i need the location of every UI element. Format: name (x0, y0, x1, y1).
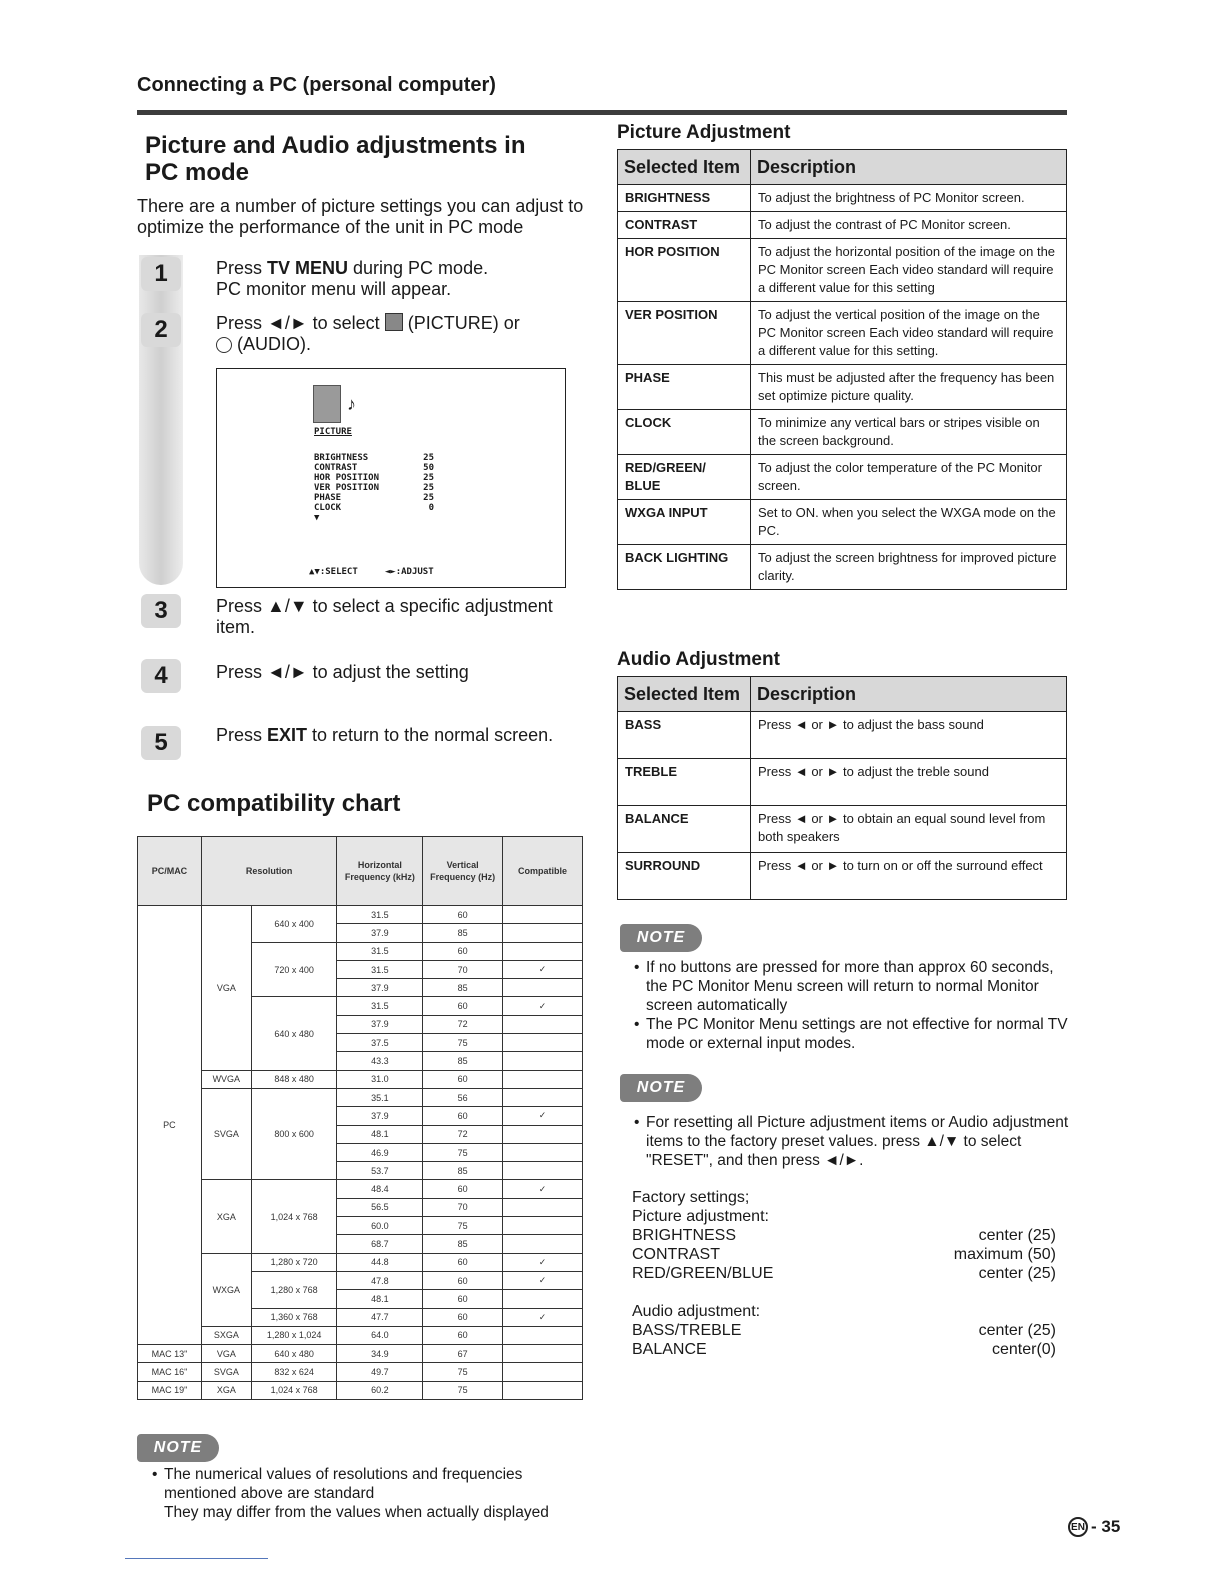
v-frequency: 70 (423, 960, 503, 978)
v-frequency: 85 (423, 979, 503, 997)
resolution-group: SVGA (201, 1088, 251, 1179)
selected-item: PHASE (618, 365, 751, 410)
v-frequency: 60 (423, 1180, 503, 1198)
step-number-3: 3 (141, 594, 181, 628)
selected-item: BRIGHTNESS (618, 185, 751, 212)
h-frequency: 31.5 (337, 960, 423, 978)
step-number-1: 1 (141, 257, 181, 291)
step-1-text: Press TV MENU during PC mode. PC monitor menu will appear. (216, 258, 489, 299)
mac-grp: XGA (201, 1381, 251, 1399)
v-frequency: 72 (423, 1015, 503, 1033)
adjustment-row (618, 185, 1067, 212)
compatible-mark: ✓ (503, 1107, 583, 1125)
adjustment-row (618, 712, 1067, 759)
table-row (138, 1180, 583, 1198)
adjustment-row (618, 853, 1067, 900)
v-frequency: 60 (423, 1326, 503, 1344)
compatible-mark: ✓ (503, 1180, 583, 1198)
mac-res: 832 x 624 (251, 1363, 337, 1381)
mac-mac: MAC 16" (138, 1363, 202, 1381)
page-number: EN - 35 (1068, 1517, 1120, 1537)
step-number-5: 5 (141, 726, 181, 760)
osd-picture-icon (313, 385, 341, 423)
selected-item: HOR POSITION (618, 239, 751, 302)
page-title: Picture and Audio adjustments in PC mode (145, 132, 526, 186)
picture-adjustment-rows (618, 185, 1067, 590)
h-frequency: 48.4 (337, 1180, 423, 1198)
item-description: This must be adjusted after the frequency has been set optimize picture quality. (751, 365, 1067, 410)
v-frequency: 60 (423, 1107, 503, 1125)
resolution: 1,280 x 1,024 (251, 1326, 337, 1344)
v-frequency: 60 (423, 1070, 503, 1088)
selected-item: TREBLE (618, 759, 751, 806)
mac-h: 60.2 (337, 1381, 423, 1399)
col-selected-item: Selected Item (618, 150, 751, 185)
resolution: 1,024 x 768 (251, 1180, 337, 1253)
factory-row: RED/GREEN/BLUE center (25) (632, 1265, 1056, 1282)
resolution: 640 x 480 (251, 997, 337, 1070)
table-row (138, 1363, 583, 1381)
mac-grp: SVGA (201, 1363, 251, 1381)
compatible-mark (503, 906, 583, 924)
picture-adjustment-title: Picture Adjustment (617, 122, 791, 143)
v-frequency: 72 (423, 1125, 503, 1143)
osd-menu-screen (216, 368, 566, 588)
h-frequency: 37.9 (337, 924, 423, 942)
item-description: Set to ON. when you select the WXGA mode on the PC. (751, 500, 1067, 545)
compatible-mark (503, 1052, 583, 1070)
item-description: To adjust the color temperature of the PC Monitor screen. (751, 455, 1067, 500)
step-number-4: 4 (141, 659, 181, 693)
compatible-mark (503, 1034, 583, 1052)
v-frequency: 75 (423, 1143, 503, 1161)
audio-adjustment-table (617, 676, 1067, 900)
item-description: To adjust the vertical position of the image on the PC Monitor screen Each video standard will require a different value for this setting. (751, 302, 1067, 365)
adjustment-row (618, 759, 1067, 806)
compatible-mark (503, 979, 583, 997)
osd-audio-icon: ♪ (347, 393, 356, 414)
resolution: 800 x 600 (251, 1088, 337, 1179)
resolution: 1,360 x 768 (251, 1308, 337, 1326)
osd-row: PHASE 25 (314, 493, 434, 503)
h-frequency: 37.9 (337, 1107, 423, 1125)
h-frequency: 31.5 (337, 906, 423, 924)
note-list-1 (632, 958, 1072, 1053)
picture-icon (385, 313, 403, 331)
compatible-mark: ✓ (503, 997, 583, 1015)
h-frequency: 46.9 (337, 1143, 423, 1161)
resolution: 1,280 x 768 (251, 1271, 337, 1308)
v-frequency: 60 (423, 906, 503, 924)
osd-icon-row (313, 385, 356, 423)
compatible-mark (503, 1290, 583, 1308)
audio-adjustment-rows (618, 712, 1067, 900)
table-row (138, 1345, 583, 1363)
h-frequency: 37.9 (337, 1015, 423, 1033)
osd-settings-list (314, 453, 434, 523)
h-frequency: 47.7 (337, 1308, 423, 1326)
step-4-text: Press ◄/► to adjust the setting (216, 662, 469, 682)
h-frequency: 43.3 (337, 1052, 423, 1070)
v-frequency: 85 (423, 1235, 503, 1253)
adjustment-row (618, 806, 1067, 853)
mac-v: 67 (423, 1345, 503, 1363)
h-frequency: 31.0 (337, 1070, 423, 1088)
table-row (138, 1381, 583, 1399)
compatible-mark (503, 924, 583, 942)
h-frequency: 31.5 (337, 942, 423, 960)
resolution-group: VGA (201, 906, 251, 1071)
adjustment-row (618, 455, 1067, 500)
compatible-mark (503, 1088, 583, 1106)
selected-item: BACK LIGHTING (618, 545, 751, 590)
note-item: • The numerical values of resolutions and frequencies mentioned above are standard They may differ from the values when actually displayed (164, 1465, 590, 1522)
compatible-mark (503, 1125, 583, 1143)
scroll-down-icon: ▼ (314, 513, 320, 523)
col-description: Description (751, 677, 1067, 712)
section-header: Connecting a PC (personal computer) (137, 74, 496, 96)
h-frequency: 56.5 (337, 1198, 423, 1216)
v-frequency: 60 (423, 942, 503, 960)
osd-title: PICTURE (314, 427, 352, 437)
selected-item: BASS (618, 712, 751, 759)
item-description: Press ◄ or ► to adjust the treble sound (751, 759, 1067, 806)
mac-h: 34.9 (337, 1345, 423, 1363)
factory-row: BALANCE center(0) (632, 1341, 1056, 1358)
item-description: To adjust the horizontal position of the image on the PC Monitor screen Each video standard will require a different value for this setting (751, 239, 1067, 302)
adjustment-row (618, 212, 1067, 239)
adjustment-row (618, 500, 1067, 545)
step-3-text: Press ▲/▼ to select a specific adjustment item. (216, 596, 553, 637)
h-frequency: 48.1 (337, 1125, 423, 1143)
v-frequency: 60 (423, 1253, 503, 1271)
note-list-3 (150, 1465, 590, 1522)
table-row (138, 1253, 583, 1271)
resolution-group: SXGA (201, 1326, 251, 1344)
compatible-mark (503, 1143, 583, 1161)
factory-picture-heading: Picture adjustment: (632, 1208, 769, 1225)
note-item: • If no buttons are pressed for more than approx 60 seconds, the PC Monitor Menu screen will return to normal Monitor screen automatically (646, 958, 1072, 1015)
note-item: • For resetting all Picture adjustment items or Audio adjustment items to the factory preset values. press ▲/▼ to select "RESET", and then press ◄/►. (646, 1113, 1072, 1170)
h-frequency: 37.5 (337, 1034, 423, 1052)
language-badge: EN (1068, 1517, 1088, 1537)
item-description: To minimize any vertical bars or stripes visible on the screen background. (751, 410, 1067, 455)
v-frequency: 85 (423, 924, 503, 942)
h-frequency: 53.7 (337, 1162, 423, 1180)
osd-row: CONTRAST 50 (314, 463, 434, 473)
table-row (138, 1326, 583, 1344)
compatible-mark: ✓ (503, 1271, 583, 1289)
osd-row: HOR POSITION 25 (314, 473, 434, 483)
compat-table (137, 836, 583, 1400)
h-frequency: 44.8 (337, 1253, 423, 1271)
note-badge: NOTE (137, 1434, 219, 1462)
compatible-mark (503, 1217, 583, 1235)
compatible-mark (503, 1235, 583, 1253)
osd-row: BRIGHTNESS 25 (314, 453, 434, 463)
audio-adjustment-title: Audio Adjustment (617, 649, 780, 670)
compatible-mark (503, 1162, 583, 1180)
item-description: Press ◄ or ► to obtain an equal sound level from both speakers (751, 806, 1067, 853)
item-description: To adjust the screen brightness for improved picture clarity. (751, 545, 1067, 590)
v-frequency: 85 (423, 1162, 503, 1180)
item-description: To adjust the contrast of PC Monitor screen. (751, 212, 1067, 239)
h-frequency: 37.9 (337, 979, 423, 997)
v-frequency: 75 (423, 1034, 503, 1052)
selected-item: BALANCE (618, 806, 751, 853)
intro-text: There are a number of picture settings you can adjust to optimize the performance of the unit in PC mode (137, 196, 584, 237)
table-row (138, 1088, 583, 1106)
step-number-2: 2 (141, 313, 181, 347)
selected-item: VER POSITION (618, 302, 751, 365)
pc-label: PC (138, 906, 202, 1345)
factory-row: BRIGHTNESS center (25) (632, 1227, 1056, 1244)
compatible-mark (503, 1198, 583, 1216)
compatible-mark: ✓ (503, 1253, 583, 1271)
mac-c (503, 1363, 583, 1381)
factory-settings (632, 1188, 1056, 1359)
mac-res: 1,024 x 768 (251, 1381, 337, 1399)
compat-body (138, 906, 583, 1400)
compatible-mark: ✓ (503, 960, 583, 978)
mac-mac: MAC 19" (138, 1381, 202, 1399)
picture-adjustment-table (617, 149, 1067, 590)
item-description: Press ◄ or ► to turn on or off the surround effect (751, 853, 1067, 900)
note-badge: NOTE (620, 1074, 702, 1102)
v-frequency: 60 (423, 1290, 503, 1308)
selected-item: CLOCK (618, 410, 751, 455)
factory-audio-heading: Audio adjustment: (632, 1303, 761, 1320)
col-compatible: Compatible (503, 837, 583, 906)
h-frequency: 64.0 (337, 1326, 423, 1344)
audio-icon (216, 337, 232, 353)
h-frequency: 48.1 (337, 1290, 423, 1308)
v-frequency: 60 (423, 1271, 503, 1289)
col-vfreq: Vertical Frequency (Hz) (423, 837, 503, 906)
mac-res: 640 x 480 (251, 1345, 337, 1363)
resolution: 848 x 480 (251, 1070, 337, 1088)
table-row (138, 1070, 583, 1088)
h-frequency: 35.1 (337, 1088, 423, 1106)
factory-heading: Factory settings; (632, 1189, 750, 1206)
v-frequency: 85 (423, 1052, 503, 1070)
selected-item: CONTRAST (618, 212, 751, 239)
h-frequency: 31.5 (337, 997, 423, 1015)
compatible-mark (503, 1070, 583, 1088)
adjustment-row (618, 365, 1067, 410)
selected-item: WXGA INPUT (618, 500, 751, 545)
col-hfreq: Horizontal Frequency (kHz) (337, 837, 423, 906)
v-frequency: 56 (423, 1088, 503, 1106)
osd-row: VER POSITION 25 (314, 483, 434, 493)
factory-row: BASS/TREBLE center (25) (632, 1322, 1056, 1339)
resolution-group: XGA (201, 1180, 251, 1253)
v-frequency: 60 (423, 997, 503, 1015)
osd-row: CLOCK 0 (314, 503, 434, 513)
selected-item: SURROUND (618, 853, 751, 900)
h-frequency: 68.7 (337, 1235, 423, 1253)
compatible-mark (503, 1326, 583, 1344)
v-frequency: 75 (423, 1217, 503, 1235)
mac-v: 75 (423, 1381, 503, 1399)
resolution: 720 x 400 (251, 942, 337, 997)
step-5-text: Press EXIT to return to the normal screen. (216, 725, 554, 745)
mac-c (503, 1345, 583, 1363)
mac-h: 49.7 (337, 1363, 423, 1381)
header-rule (137, 110, 1067, 115)
mac-mac: MAC 13" (138, 1345, 202, 1363)
col-selected-item: Selected Item (618, 677, 751, 712)
footer-rule (125, 1558, 268, 1559)
v-frequency: 70 (423, 1198, 503, 1216)
adjustment-row (618, 239, 1067, 302)
step-bar (139, 255, 183, 585)
h-frequency: 47.8 (337, 1271, 423, 1289)
adjustment-row (618, 302, 1067, 365)
mac-grp: VGA (201, 1345, 251, 1363)
osd-hint: ▲▼:SELECT ◄►:ADJUST (309, 567, 434, 577)
resolution-group: WXGA (201, 1253, 251, 1326)
note-badge: NOTE (620, 924, 702, 952)
table-row (138, 906, 583, 924)
col-resolution: Resolution (201, 837, 337, 906)
col-pcmac: PC/MAC (138, 837, 202, 906)
mac-v: 75 (423, 1363, 503, 1381)
v-frequency: 60 (423, 1308, 503, 1326)
resolution-group: WVGA (201, 1070, 251, 1088)
item-description: Press ◄ or ► to adjust the bass sound (751, 712, 1067, 759)
selected-item: RED/GREEN/ BLUE (618, 455, 751, 500)
compatible-mark: ✓ (503, 1308, 583, 1326)
mac-c (503, 1381, 583, 1399)
note-list-2 (632, 1113, 1072, 1170)
compatible-mark (503, 1015, 583, 1033)
adjustment-row (618, 545, 1067, 590)
step-2-text: Press ◄/► to select (PICTURE) or (AUDIO). (216, 313, 520, 354)
resolution: 640 x 400 (251, 906, 337, 943)
compatible-mark (503, 942, 583, 960)
item-description: To adjust the brightness of PC Monitor screen. (751, 185, 1067, 212)
note-item: • The PC Monitor Menu settings are not effective for normal TV mode or external input modes. (646, 1015, 1072, 1053)
factory-row: CONTRAST maximum (50) (632, 1246, 1056, 1263)
col-description: Description (751, 150, 1067, 185)
h-frequency: 60.0 (337, 1217, 423, 1235)
resolution: 1,280 x 720 (251, 1253, 337, 1271)
compat-chart-title: PC compatibility chart (147, 790, 401, 817)
adjustment-row (618, 410, 1067, 455)
